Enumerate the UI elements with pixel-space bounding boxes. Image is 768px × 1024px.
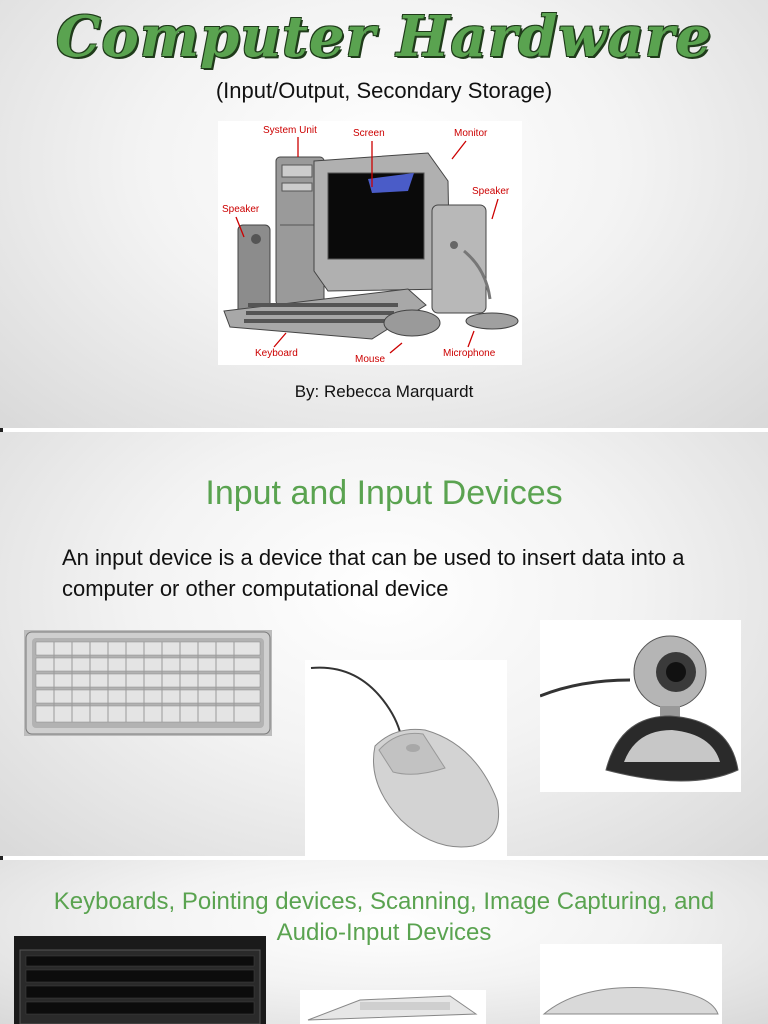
label-system-unit: System Unit [263, 125, 317, 136]
label-screen: Screen [353, 128, 385, 139]
slide-title-heading: Computer Hardware [55, 4, 713, 70]
label-keyboard: Keyboard [255, 348, 298, 359]
keyboard-image [24, 630, 272, 736]
slide-heading: Input and Input Devices [205, 474, 563, 512]
label-speaker-right: Speaker [472, 186, 510, 197]
computer-diagram [218, 121, 522, 365]
slide-title [0, 0, 768, 428]
mouse-image [305, 660, 507, 856]
label-mouse: Mouse [355, 354, 386, 365]
slide-device-types [0, 860, 768, 1024]
slide-heading: Keyboards, Pointing devices, Scanning, Image Capturing, and Audio-Input Devices [53, 888, 715, 946]
byline: By: Rebecca Marquardt [294, 382, 474, 401]
scanner-image [300, 990, 486, 1024]
ergonomic-keyboard-image [14, 936, 266, 1024]
webcam-image [540, 620, 741, 792]
label-monitor: Monitor [454, 128, 488, 139]
label-speaker-left: Speaker [222, 204, 260, 215]
slide-subtitle: (Input/Output, Secondary Storage) [215, 78, 553, 103]
image-capture-device-image [540, 944, 722, 1024]
slide-body-text: An input device is a device that can be used to insert data into a computer or other computational device [62, 545, 685, 601]
slide-input-devices [0, 432, 768, 856]
label-microphone: Microphone [443, 348, 496, 359]
